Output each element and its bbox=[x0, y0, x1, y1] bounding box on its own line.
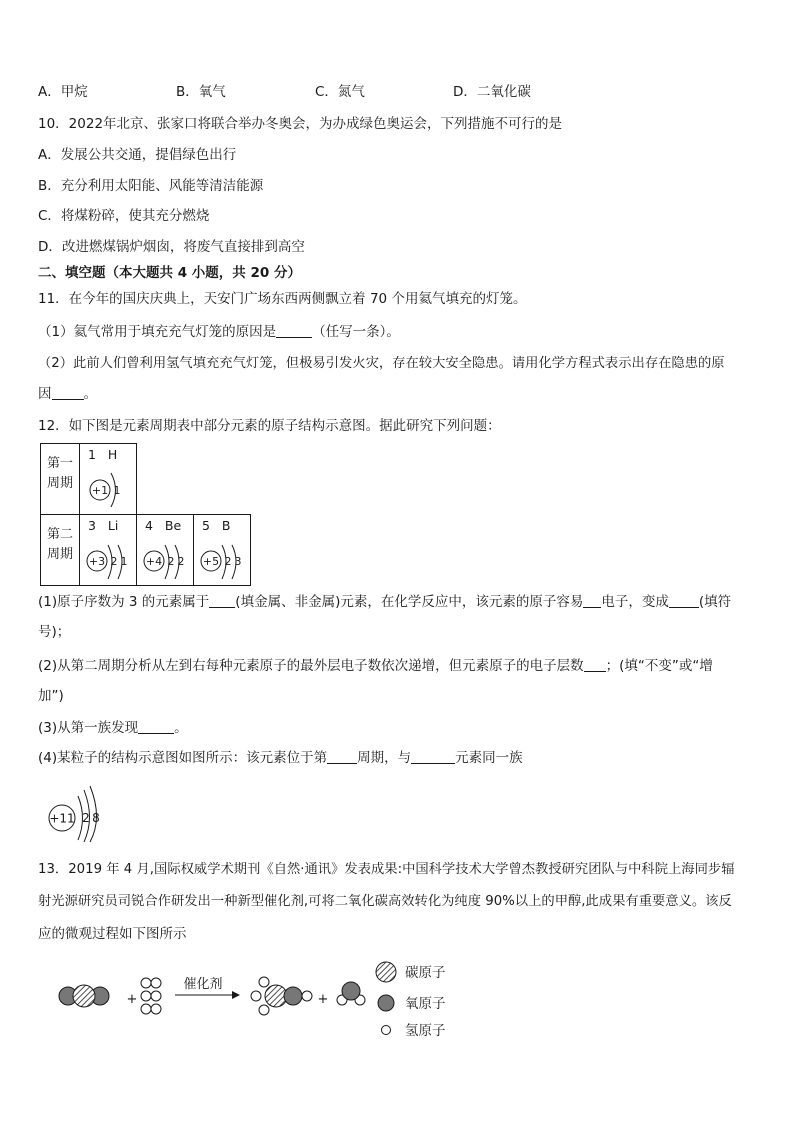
hydrogen-atom bbox=[259, 1005, 269, 1015]
nucleus-charge: +3 bbox=[88, 555, 106, 568]
q9-option-b: B．氧气 bbox=[176, 84, 226, 100]
legend-carbon-label: 碳原子 bbox=[405, 965, 446, 981]
atom-diagram-h bbox=[84, 468, 132, 508]
legend-hydrogen-icon bbox=[382, 1026, 391, 1035]
q11-part1 bbox=[38, 322, 400, 342]
legend bbox=[376, 962, 446, 1039]
electron-count: 1 bbox=[120, 555, 128, 568]
atom-diagram-be bbox=[141, 539, 193, 581]
nucleus-charge: +11 bbox=[49, 811, 75, 826]
q12-part4-text-a: (4)某粒子的结构示意图如图所示：该元素位于第 bbox=[38, 750, 328, 766]
q10-option-b: B．充分利用太阳能、风能等清洁能源 bbox=[38, 178, 264, 194]
q12-part4-text-c: 元素同一族 bbox=[455, 750, 523, 766]
q12-part2-line2: 加”) bbox=[38, 688, 64, 704]
answer-blank[interactable] bbox=[669, 593, 699, 608]
electron-count: 2 bbox=[224, 555, 232, 568]
q12-part4 bbox=[38, 748, 523, 768]
q12-part1-text-d: (填符 bbox=[698, 594, 732, 610]
element-cell-be bbox=[137, 515, 194, 586]
atom-diagram-b bbox=[198, 539, 250, 581]
answer-blank[interactable] bbox=[583, 593, 601, 608]
nucleus-charge: +5 bbox=[202, 555, 220, 568]
q13-line1: 13．2019 年 4 月,国际权威学术期刊《自然·通讯》发表成果:中国科学技术大学曾杰教授研究团队与中科院上海同步辐 bbox=[38, 862, 735, 877]
plus-sign: + bbox=[126, 992, 138, 1007]
electron-count: 3 bbox=[234, 555, 242, 568]
q12-part1-text-c: 电子，变成 bbox=[601, 594, 669, 610]
hydrogen-atom bbox=[259, 977, 269, 987]
q9-option-a: A．甲烷 bbox=[38, 84, 88, 100]
element-label-li: 3 Li bbox=[88, 518, 119, 533]
q12-part1-text-a: (1)原子序数为 3 的元素属于 bbox=[38, 594, 210, 610]
hydrogen-atom bbox=[141, 1004, 151, 1014]
q12-part4-text-b: 周期，与 bbox=[357, 750, 412, 766]
electron-count: 2 bbox=[167, 555, 175, 568]
q10-option-c: C．将煤粉碎，使其充分燃烧 bbox=[38, 208, 210, 224]
q12-part2-line1 bbox=[38, 656, 713, 676]
nucleus-charge: +4 bbox=[145, 555, 163, 568]
q11-part2-line2 bbox=[38, 384, 97, 404]
q10-option-a: A．发展公共交通，提倡绿色出行 bbox=[38, 147, 237, 163]
legend-oxygen-label: 氧原子 bbox=[405, 996, 446, 1012]
q12-part3 bbox=[38, 718, 188, 738]
q11-part1-text-b: （任写一条）。 bbox=[312, 324, 400, 340]
electron-count: 2 bbox=[82, 811, 90, 825]
element-label-be: 4 Be bbox=[145, 518, 182, 533]
q13-line2: 射光源研究员司锐合作研发出一种新型催化剂,可将二氧化碳高效转化为纯度 90%以上的甲醇,此成果有重要意义。该反 bbox=[38, 894, 732, 909]
q12-part1-line2: 号)； bbox=[38, 624, 71, 640]
answer-blank[interactable] bbox=[52, 385, 84, 400]
hydrogen-atom bbox=[151, 991, 161, 1001]
q12-part1-line1 bbox=[38, 592, 731, 612]
catalyst-label: 催化剂 bbox=[183, 977, 223, 992]
oxygen-atom bbox=[342, 982, 360, 1000]
q11-part1-text-a: （1）氦气常用于填充充气灯笼的原因是 bbox=[38, 324, 277, 340]
element-cell-h bbox=[80, 444, 137, 515]
carbon-atom bbox=[73, 985, 95, 1007]
q11-part2-text-b: 。 bbox=[83, 386, 97, 402]
legend-oxygen-icon bbox=[378, 995, 394, 1011]
particle-structure-diagram bbox=[40, 782, 120, 842]
q12-part1-text-b: (填金属、非金属)元素，在化学反应中，该元素的原子容易 bbox=[235, 594, 584, 610]
q12-part3-text-a: (3)从第一族发现 bbox=[38, 720, 139, 736]
hydrogen-atom bbox=[141, 978, 151, 988]
hydrogen-atom bbox=[302, 991, 312, 1001]
q11-part2-text-a: 因 bbox=[38, 386, 52, 402]
h2-molecules bbox=[141, 978, 161, 1014]
legend-hydrogen-label: 氢原子 bbox=[405, 1023, 446, 1039]
oxygen-atom bbox=[284, 987, 302, 1005]
hydrogen-atom bbox=[151, 978, 161, 988]
element-label-b: 5 B bbox=[202, 518, 231, 533]
answer-blank[interactable] bbox=[138, 719, 174, 734]
hydrogen-atom bbox=[151, 1004, 161, 1014]
hydrogen-atom bbox=[251, 991, 261, 1001]
answer-blank[interactable] bbox=[411, 749, 455, 764]
water-molecule bbox=[337, 982, 365, 1005]
electron-count: 2 bbox=[110, 555, 118, 568]
q9-option-d: D．二氧化碳 bbox=[453, 84, 531, 100]
legend-carbon-icon bbox=[376, 962, 396, 982]
element-cell-li bbox=[80, 515, 137, 586]
q11-part2-line1: （2）此前人们曾利用氢气填充充气灯笼，但极易引发火灾，存在较大安全隐患。请用化学方程式表示出存在隐患的原 bbox=[38, 356, 725, 371]
nucleus-charge: +1 bbox=[91, 484, 109, 497]
q12-part2-text-a: (2)从第二周期分析从左到右每种元素原子的最外层电子数依次递增，但元素原子的电子层数 bbox=[38, 658, 584, 674]
methanol-molecule bbox=[251, 977, 312, 1015]
q10-stem: 10．2022年北京、张家口将联合举办冬奥会，为办成绿色奥运会，下列措施不可行的是 bbox=[38, 116, 563, 132]
period-2-label: 第二周期 bbox=[41, 515, 80, 586]
q12-part2-text-b: ；(填“不变”或“增 bbox=[605, 658, 713, 674]
periodic-table-excerpt bbox=[40, 443, 251, 586]
electron-count: 2 bbox=[177, 555, 185, 568]
reaction-micro-diagram bbox=[50, 958, 470, 1048]
q10-option-d: D．改进燃煤锅炉烟囱，将废气直接排到高空 bbox=[38, 239, 305, 255]
plus-sign: + bbox=[317, 992, 329, 1007]
element-cell-b bbox=[194, 515, 251, 586]
electron-count: 1 bbox=[113, 484, 121, 497]
period-1-label: 第一周期 bbox=[41, 444, 80, 515]
hydrogen-atom bbox=[141, 991, 151, 1001]
section-heading: 二、填空题（本大题共 4 小题，共 20 分） bbox=[38, 265, 301, 281]
answer-blank[interactable] bbox=[276, 323, 312, 338]
q12-part3-text-b: 。 bbox=[174, 720, 188, 736]
q11-stem: 11．在今年的国庆庆典上，天安门广场东西两侧飘立着 70 个用氦气填充的灯笼。 bbox=[38, 291, 527, 307]
answer-blank[interactable] bbox=[584, 657, 606, 672]
q12-stem: 12．如下图是元素周期表中部分元素的原子结构示意图。据此研究下列问题： bbox=[38, 418, 501, 434]
element-label-h: 1 H bbox=[88, 447, 118, 462]
q9-option-c: C．氮气 bbox=[315, 84, 365, 100]
electron-count: 8 bbox=[92, 811, 100, 825]
atom-diagram-li bbox=[84, 539, 136, 581]
answer-blank[interactable] bbox=[209, 593, 235, 608]
co2-molecule bbox=[59, 985, 109, 1007]
answer-blank[interactable] bbox=[327, 749, 357, 764]
q13-line3: 应的微观过程如下图所示 bbox=[38, 926, 187, 942]
arrow-head-icon bbox=[232, 991, 240, 999]
